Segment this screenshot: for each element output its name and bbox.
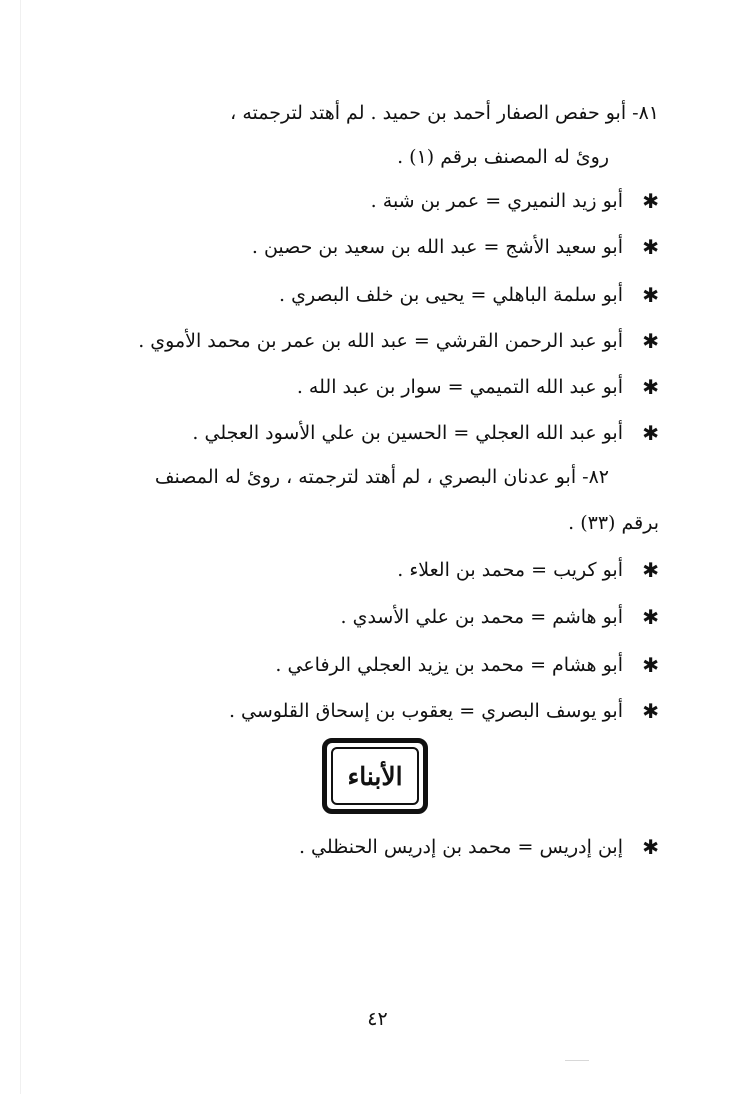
list-item: إبن إدريس = محمد بن إدريس الحنظلي . (298, 836, 623, 858)
list-item: أبو سلمة الباهلي = يحيى بن خلف البصري . (279, 284, 623, 306)
bullet-icon: ✱ (642, 653, 659, 677)
bullet-icon: ✱ (642, 189, 659, 213)
list-item: أبو كريب = محمد بن العلاء . (397, 559, 623, 581)
bullet-icon: ✱ (642, 605, 659, 629)
page-number: ٤٢ (367, 1008, 388, 1030)
list-item: أبو عبد الله التميمي = سوار بن عبد الله . (296, 376, 623, 398)
bullet-icon: ✱ (642, 699, 659, 723)
bullet-icon: ✱ (642, 329, 659, 353)
entry-81-line-2: روئ له المصنف برقم (١) . (397, 146, 609, 168)
bullet-icon: ✱ (642, 835, 659, 859)
bullet-icon: ✱ (642, 235, 659, 259)
entry-81-line-1: ٨١- أبو حفص الصفار أحمد بن حميد . لم أهتد لترجمته ، (230, 102, 659, 124)
list-item: أبو هشام = محمد بن يزيد العجلي الرفاعي . (275, 654, 623, 676)
bullet-icon: ✱ (642, 421, 659, 445)
bullet-icon: ✱ (642, 375, 659, 399)
list-item: أبو يوسف البصري = يعقوب بن إسحاق القلوسي . (228, 700, 623, 722)
entry-82-line-1: ٨٢- أبو عدنان البصري ، لم أهتد لترجمته ، روئ له المصنف (154, 466, 609, 488)
list-item: أبو هاشم = محمد بن علي الأسدي . (340, 606, 623, 628)
list-item: أبو عبد الله العجلي = الحسين بن علي الأسود العجلي . (192, 422, 623, 444)
bullet-icon: ✱ (642, 283, 659, 307)
entry-82-line-2: برقم (٣٣) . (568, 512, 659, 534)
scan-mark (565, 1060, 589, 1061)
scan-edge-line (20, 0, 21, 1094)
section-heading-frame (322, 738, 428, 814)
section-heading: الأبناء (331, 747, 419, 805)
list-item: أبو زيد النميري = عمر بن شبة . (370, 190, 623, 212)
bullet-icon: ✱ (642, 558, 659, 582)
list-item: أبو سعيد الأشج = عبد الله بن سعيد بن حصين . (251, 236, 623, 258)
list-item: أبو عبد الرحمن القرشي = عبد الله بن عمر بن محمد الأموي . (138, 330, 623, 352)
